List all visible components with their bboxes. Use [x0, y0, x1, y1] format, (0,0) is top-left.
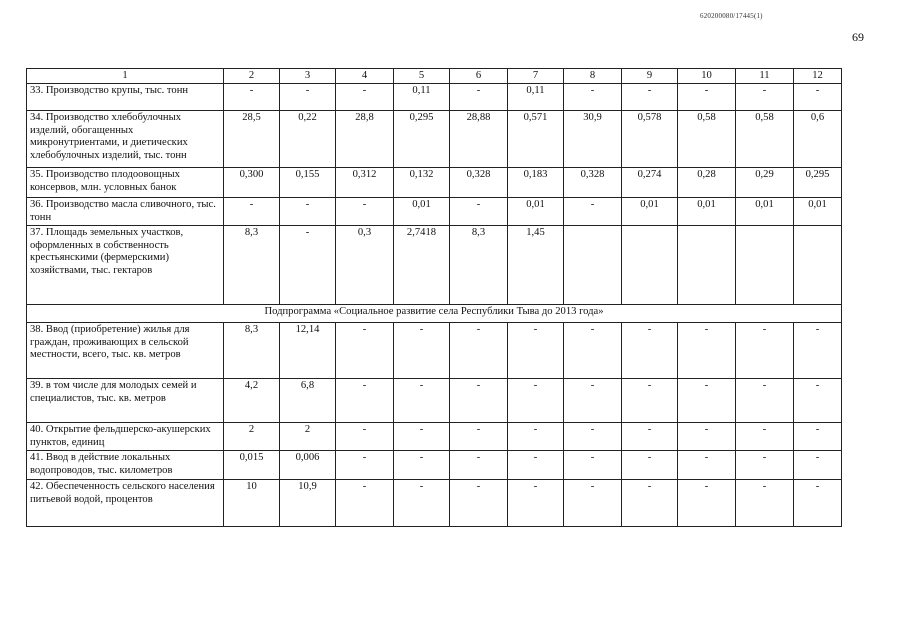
cell-value: - [450, 84, 508, 111]
subprogram-row [27, 305, 842, 323]
row-label: 38. Ввод (приобретение) жилья для граждан, проживающих в сельской местности, всего, тыс. кв. метров [27, 323, 224, 379]
row-label: 33. Производство крупы, тыс. тонн [27, 84, 224, 111]
cell-value: 28,88 [450, 111, 508, 168]
row-label: 37. Площадь земельных участков, оформленных в собственность крестьянскими (фермерскими) хозяйствами, тыс. гектаров [27, 226, 224, 305]
cell-value: - [622, 379, 678, 423]
subprogram-title: Подпрограмма «Социальное развитие села Республики Тыва до 2013 года» [27, 305, 842, 323]
table-row [27, 198, 842, 226]
cell-value: - [280, 84, 336, 111]
cell-value: 0,29 [736, 168, 794, 198]
cell-value [794, 226, 842, 305]
cell-value: - [736, 423, 794, 451]
cell-value: 0,11 [394, 84, 450, 111]
cell-value: - [564, 323, 622, 379]
cell-value: 0,295 [794, 168, 842, 198]
cell-value: 4,2 [224, 379, 280, 423]
cell-value: 0,328 [450, 168, 508, 198]
cell-value: - [508, 379, 564, 423]
cell-value: - [622, 323, 678, 379]
cell-value: 0,006 [280, 451, 336, 480]
table-row [27, 168, 842, 198]
cell-value: - [736, 480, 794, 527]
cell-value: - [508, 423, 564, 451]
cell-value: 0,01 [678, 198, 736, 226]
cell-value: 0,11 [508, 84, 564, 111]
cell-value: 30,9 [564, 111, 622, 168]
row-label: 42. Обеспеченность сельского населения питьевой водой, процентов [27, 480, 224, 527]
cell-value: - [450, 480, 508, 527]
cell-value: 8,3 [224, 323, 280, 379]
cell-value: - [622, 423, 678, 451]
cell-value: - [336, 198, 394, 226]
cell-value: - [508, 480, 564, 527]
cell-value: 0,015 [224, 451, 280, 480]
cell-value: - [622, 451, 678, 480]
cell-value: 0,01 [794, 198, 842, 226]
cell-value: - [622, 84, 678, 111]
cell-value: - [336, 480, 394, 527]
cell-value: - [508, 451, 564, 480]
column-number-row [27, 69, 842, 84]
cell-value: 10 [224, 480, 280, 527]
cell-value: - [336, 84, 394, 111]
row-label: 35. Производство плодоовощных консервов, млн. условных банок [27, 168, 224, 198]
cell-value: 0,28 [678, 168, 736, 198]
cell-value: - [736, 451, 794, 480]
cell-value: - [794, 323, 842, 379]
cell-value: - [450, 451, 508, 480]
cell-value: - [564, 379, 622, 423]
column-header: 9 [622, 69, 678, 84]
cell-value: 0,312 [336, 168, 394, 198]
column-header: 12 [794, 69, 842, 84]
cell-value: 0,01 [736, 198, 794, 226]
row-label: 34. Производство хлебобулочных изделий, обогащенных микронутриентами, и диетических хлебобулочных изделий, тыс. тонн [27, 111, 224, 168]
cell-value: - [794, 84, 842, 111]
page-number: 69 [852, 30, 864, 44]
table-row [27, 111, 842, 168]
indicators-table [26, 68, 842, 527]
table-row [27, 323, 842, 379]
cell-value: - [336, 379, 394, 423]
cell-value: - [794, 423, 842, 451]
cell-value: - [394, 379, 450, 423]
cell-value: 0,274 [622, 168, 678, 198]
cell-value [736, 226, 794, 305]
column-header: 2 [224, 69, 280, 84]
cell-value: 28,8 [336, 111, 394, 168]
cell-value [678, 226, 736, 305]
cell-value: - [394, 480, 450, 527]
cell-value: 2 [224, 423, 280, 451]
cell-value: - [394, 451, 450, 480]
table-row [27, 480, 842, 527]
cell-value: 2,7418 [394, 226, 450, 305]
column-header: 6 [450, 69, 508, 84]
cell-value: 0,58 [678, 111, 736, 168]
cell-value: 0,328 [564, 168, 622, 198]
row-label: 40. Открытие фельдшерско-акушерских пунктов, единиц [27, 423, 224, 451]
cell-value: - [794, 379, 842, 423]
cell-value: - [794, 480, 842, 527]
cell-value: 0,183 [508, 168, 564, 198]
cell-value: 0,01 [508, 198, 564, 226]
table-row [27, 423, 842, 451]
cell-value: - [678, 379, 736, 423]
row-label: 39. в том числе для молодых семей и специалистов, тыс. кв. метров [27, 379, 224, 423]
row-label: 41. Ввод в действие локальных водопроводов, тыс. километров [27, 451, 224, 480]
column-header: 5 [394, 69, 450, 84]
column-header: 4 [336, 69, 394, 84]
cell-value: - [450, 198, 508, 226]
cell-value: 0,295 [394, 111, 450, 168]
document-code: 620200080/17445(1) [700, 12, 763, 20]
cell-value: - [394, 323, 450, 379]
cell-value: - [564, 451, 622, 480]
cell-value: 0,22 [280, 111, 336, 168]
column-header: 7 [508, 69, 564, 84]
cell-value [564, 226, 622, 305]
table-row [27, 84, 842, 111]
cell-value: - [450, 323, 508, 379]
cell-value: 0,01 [622, 198, 678, 226]
cell-value: 0,571 [508, 111, 564, 168]
cell-value: - [336, 423, 394, 451]
cell-value: - [736, 379, 794, 423]
cell-value: - [564, 84, 622, 111]
cell-value: 1,45 [508, 226, 564, 305]
cell-value: - [336, 451, 394, 480]
cell-value: 0,01 [394, 198, 450, 226]
cell-value: - [450, 423, 508, 451]
cell-value: - [678, 451, 736, 480]
cell-value: 10,9 [280, 480, 336, 527]
cell-value: - [508, 323, 564, 379]
cell-value: - [224, 198, 280, 226]
cell-value: 0,132 [394, 168, 450, 198]
table-row [27, 451, 842, 480]
table-row [27, 226, 842, 305]
column-header: 1 [27, 69, 224, 84]
cell-value: - [564, 480, 622, 527]
cell-value: 8,3 [450, 226, 508, 305]
cell-value: 0,3 [336, 226, 394, 305]
column-header: 10 [678, 69, 736, 84]
cell-value: - [224, 84, 280, 111]
cell-value: - [394, 423, 450, 451]
cell-value: - [678, 323, 736, 379]
cell-value: 8,3 [224, 226, 280, 305]
cell-value: - [678, 423, 736, 451]
cell-value: 28,5 [224, 111, 280, 168]
row-label: 36. Производство масла сливочного, тыс. тонн [27, 198, 224, 226]
cell-value: - [280, 198, 336, 226]
cell-value: 12,14 [280, 323, 336, 379]
cell-value: - [736, 84, 794, 111]
cell-value: - [280, 226, 336, 305]
cell-value [622, 226, 678, 305]
cell-value: - [564, 423, 622, 451]
cell-value: - [736, 323, 794, 379]
cell-value: - [564, 198, 622, 226]
cell-value: 0,155 [280, 168, 336, 198]
cell-value: 6,8 [280, 379, 336, 423]
cell-value: 0,6 [794, 111, 842, 168]
cell-value: 0,58 [736, 111, 794, 168]
table-row [27, 379, 842, 423]
column-header: 11 [736, 69, 794, 84]
cell-value: - [336, 323, 394, 379]
cell-value: 2 [280, 423, 336, 451]
column-header: 3 [280, 69, 336, 84]
cell-value: - [678, 480, 736, 527]
cell-value: 0,578 [622, 111, 678, 168]
column-header: 8 [564, 69, 622, 84]
cell-value: - [450, 379, 508, 423]
cell-value: - [622, 480, 678, 527]
cell-value: - [678, 84, 736, 111]
cell-value: 0,300 [224, 168, 280, 198]
cell-value: - [794, 451, 842, 480]
